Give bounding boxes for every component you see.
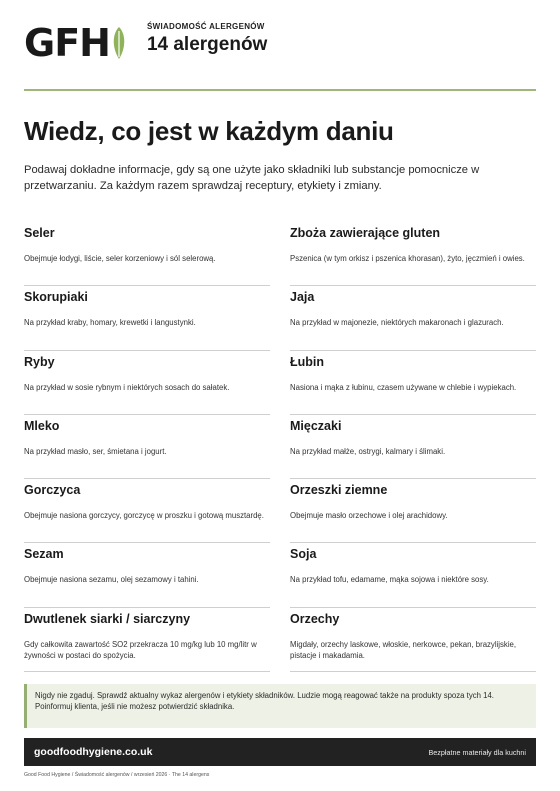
allergen-item — [290, 351, 536, 415]
allergen-item — [290, 222, 536, 286]
allergen-description: Obejmuje nasiona sezamu, olej sezamowy i tahini. — [24, 575, 199, 585]
warning-note-text: Nigdy nie zgaduj. Sprawdź aktualny wykaz alergenów i etykiety składników. Ludzie mogą reagować także na produkty spoza tych 14. Poinformuj klienta, jeśli nie możesz potwierdzić składnika. — [35, 691, 494, 711]
allergen-grid — [24, 222, 536, 672]
header-title: 14 alergenów — [146, 34, 268, 55]
gfh-logo — [24, 18, 127, 68]
allergen-name: Mleko — [24, 418, 60, 433]
allergen-item — [24, 479, 270, 543]
allergen-name: Skorupiaki — [24, 290, 88, 305]
allergen-item — [24, 351, 270, 415]
allergen-description: Gdy całkowita zawartość SO2 przekracza 10 mg/kg lub 10 mg/litr w żywności w postaci do spożycia. — [24, 639, 257, 660]
allergen-description: Na przykład w sosie rybnym i niektórych sosach do sałatek. — [24, 382, 230, 392]
allergen-name: Zboża zawierające gluten — [290, 226, 441, 240]
allergen-description: Na przykład w majonezie, niektórych makaronach i glazurach. — [290, 318, 504, 328]
header-divider — [24, 89, 536, 91]
logo-wordmark: GFH — [24, 21, 110, 65]
header-kicker: ŚWIADOMOŚĆ ALERGENÓW — [146, 22, 265, 31]
allergen-name: Dwutlenek siarki / siarczyny — [24, 611, 191, 626]
allergen-description: Obejmuje masło orzechowe i olej arachidowy. — [290, 511, 448, 521]
page-header — [24, 14, 536, 74]
allergen-name: Gorczyca — [24, 483, 81, 498]
colophon: Good Food Hygiene / Świadomość alergenów / wrzesień 2026 · The 14 alergens — [24, 772, 210, 778]
footer-bar — [24, 738, 536, 766]
allergen-item — [290, 608, 536, 672]
allergen-name: Orzeszki ziemne — [290, 483, 388, 498]
allergen-description: Obejmuje nasiona gorczycy, gorczycę w proszku i gotową musztardę. — [24, 511, 264, 521]
allergen-name: Seler — [24, 226, 55, 240]
footer-website-link[interactable]: goodfoodhygiene.co.uk — [34, 746, 153, 758]
page-title: Wiedz, co jest w każdym daniu — [24, 116, 394, 146]
allergen-item — [24, 222, 270, 286]
header-titles — [147, 22, 267, 56]
allergen-item — [24, 415, 270, 479]
allergen-description: Nasiona i mąka z łubinu, czasem używane w chlebie i wypiekach. — [290, 382, 517, 392]
allergen-name: Ryby — [24, 354, 55, 369]
allergen-name: Łubin — [290, 354, 325, 369]
allergen-name: Mięczaki — [290, 418, 342, 433]
allergen-item — [24, 543, 270, 607]
allergen-description: Na przykład małże, ostrygi, kalmary i ślimaki. — [290, 446, 446, 456]
allergen-name: Orzechy — [290, 611, 340, 626]
allergen-item — [290, 415, 536, 479]
allergen-description: Na przykład kraby, homary, krewetki i langustynki. — [24, 318, 196, 328]
allergen-item — [24, 286, 270, 350]
allergen-name: Jaja — [290, 290, 315, 305]
allergen-item — [290, 286, 536, 350]
intro-paragraph: Podawaj dokładne informacje, gdy są one użyte jako składniki lub substancje pomocnicze w przetwarzaniu. Za każdym razem sprawdzaj receptury, etykiety i zmiany. — [24, 164, 480, 192]
allergen-item — [24, 608, 270, 672]
leaf-icon — [111, 26, 127, 60]
allergen-description: Na przykład masło, ser, śmietana i jogurt. — [24, 446, 167, 456]
allergen-name: Soja — [290, 547, 317, 562]
allergen-description: Obejmuje łodygi, liście, seler korzeniowy i sól selerową. — [24, 254, 216, 263]
allergen-name: Sezam — [24, 547, 64, 562]
allergen-description: Migdały, orzechy laskowe, włoskie, nerkowce, pekan, brazylijskie, pistacje i makadamia. — [290, 639, 517, 660]
allergen-item — [290, 479, 536, 543]
footer-tagline: Bezpłatne materiały dla kuchni — [428, 747, 526, 757]
warning-note — [24, 684, 536, 728]
allergen-item — [290, 543, 536, 607]
allergen-description: Na przykład tofu, edamame, mąka sojowa i niektóre sosy. — [290, 575, 489, 585]
allergen-description: Pszenica (w tym orkisz i pszenica khorasan), żyto, jęczmień i owies. — [290, 254, 525, 263]
